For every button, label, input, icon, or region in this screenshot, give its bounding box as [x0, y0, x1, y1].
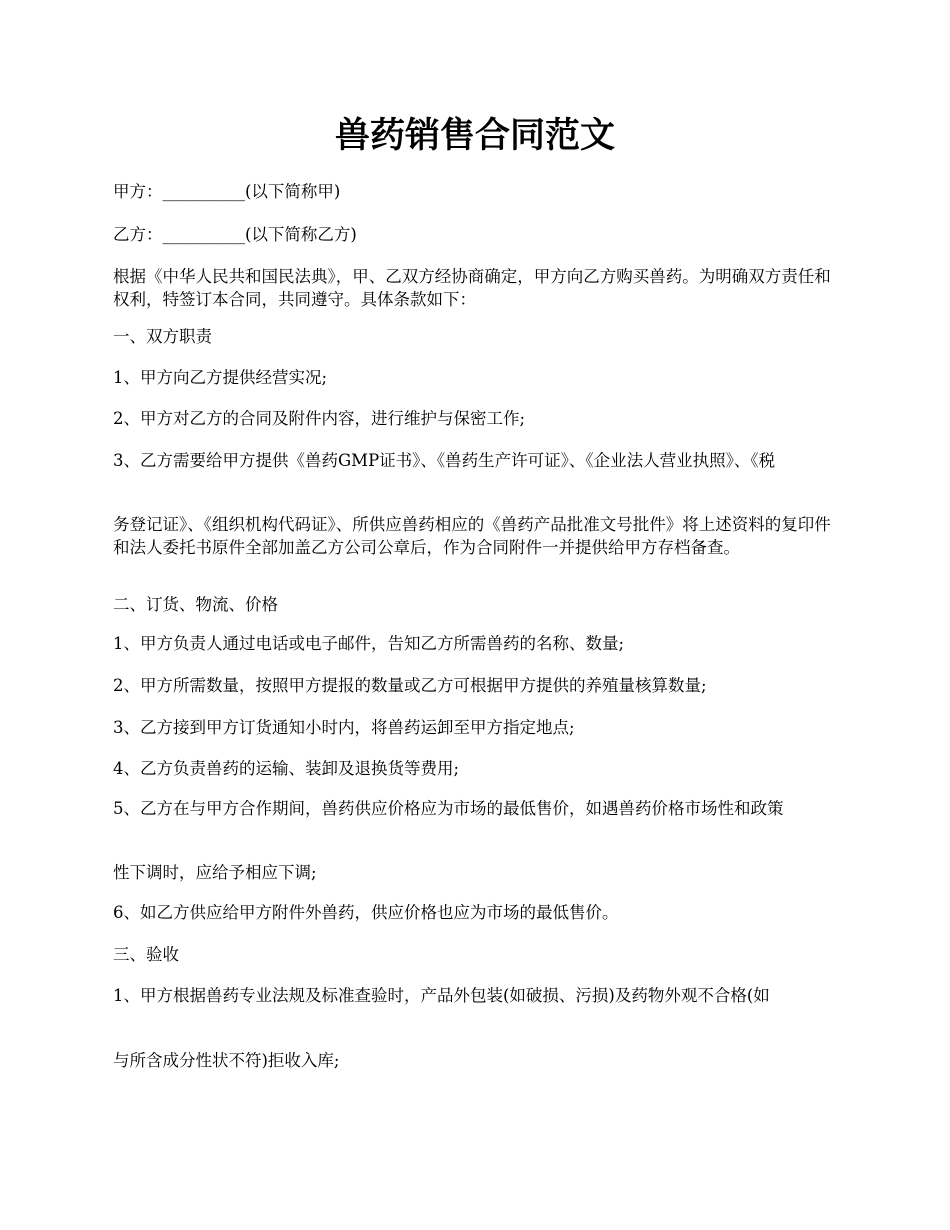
- clause-2-4: 4、乙方负责兽药的运输、装卸及退换货等费用;: [113, 759, 460, 778]
- section-heading-acceptance: 三、验收: [113, 945, 179, 964]
- party-a-line: 甲方：__________(以下简称甲): [113, 182, 341, 201]
- clause-2-5-continued: 性下调时，应给予相应下调;: [113, 863, 317, 882]
- clause-1-3-continued: 务登记证》、《组织机构代码证》、所供应兽药相应的《兽药产品批准文号批件》将上述资料的复印件和法人委托书原件全部加盖乙方公司公章后，作为合同附件一并提供给甲方存档备查。: [113, 515, 831, 557]
- clause-2-2: 2、甲方所需数量，按照甲方提报的数量或乙方可根据甲方提供的养殖量核算数量;: [113, 676, 707, 695]
- clause-3-1-continued: 与所含成分性状不符)拒收入库;: [113, 1051, 340, 1070]
- clause-2-1: 1、甲方负责人通过电话或电子邮件，告知乙方所需兽药的名称、数量;: [113, 634, 625, 653]
- clause-1-2: 2、甲方对乙方的合同及附件内容，进行维护与保密工作;: [113, 409, 526, 428]
- section-heading-duties: 一、双方职责: [113, 327, 212, 346]
- party-b-line: 乙方：__________(以下简称乙方): [113, 225, 357, 244]
- preamble-paragraph: 根据《中华人民共和国民法典》，甲、乙双方经协商确定，甲方向乙方购买兽药。为明确双方责任和权利，特签订本合同，共同遵守。具体条款如下：: [113, 267, 831, 309]
- clause-1-3: 3、乙方需要给甲方提供《兽药GMP证书》、《兽药生产许可证》、《企业法人营业执照》、《税: [113, 451, 776, 470]
- section-heading-ordering: 二、订货、物流、价格: [113, 595, 278, 614]
- clause-2-6: 6、如乙方供应给甲方附件外兽药，供应价格也应为市场的最低售价。: [113, 903, 619, 922]
- clause-1-1: 1、甲方向乙方提供经营实况;: [113, 368, 328, 387]
- document-title: 兽药销售合同范文: [334, 115, 615, 156]
- clause-2-5: 5、乙方在与甲方合作期间，兽药供应价格应为市场的最低售价，如遇兽药价格市场性和政策: [113, 799, 784, 818]
- clause-3-1: 1、甲方根据兽药专业法规及标准查验时，产品外包装(如破损、污损)及药物外观不合格(如: [113, 986, 770, 1005]
- clause-2-3: 3、乙方接到甲方订货通知小时内，将兽药运卸至甲方指定地点;: [113, 718, 575, 737]
